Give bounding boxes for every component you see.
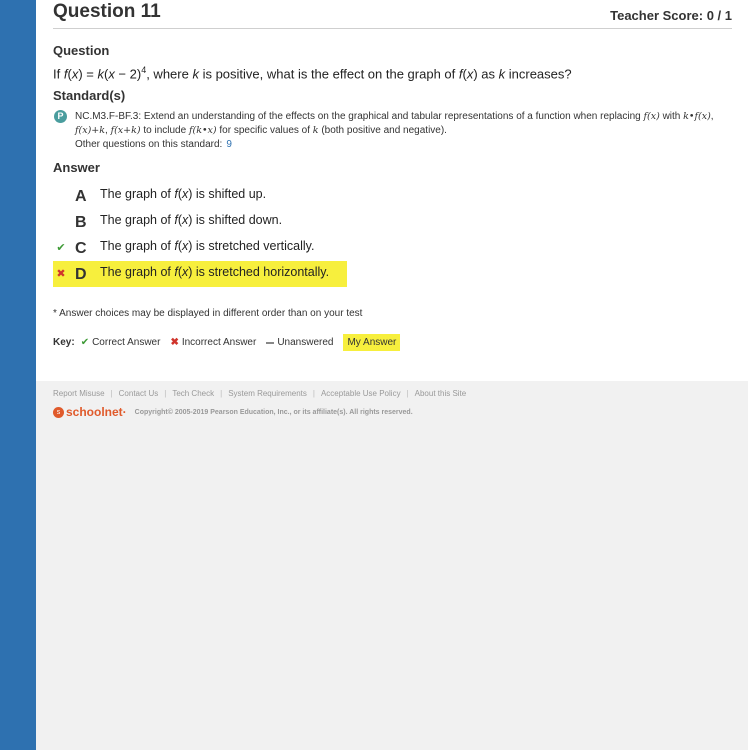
- teacher-score: Teacher Score: 0 / 1: [610, 8, 732, 23]
- answer-letter: B: [75, 214, 87, 231]
- answer-text: The graph of f(x) is stretched vertically.: [100, 239, 315, 253]
- x-mark-icon: ✖: [56, 268, 66, 280]
- answer-option-b: [53, 209, 347, 235]
- answer-option-a: [53, 183, 347, 209]
- x-mark-icon: ✖: [170, 337, 179, 348]
- schoolnet-logo-icon: s: [53, 407, 64, 418]
- key-incorrect: Incorrect Answer: [181, 337, 257, 348]
- question-text: If $f(x) = k(x - 2)^4$, where k is positive, what is the effect on the graph of f(x) as k increases?: [53, 65, 572, 82]
- answer-heading: Answer: [53, 160, 100, 175]
- answer-text: The graph of f(x) is stretched horizontally.: [100, 265, 330, 279]
- link-report-misuse[interactable]: Report Misuse: [53, 389, 105, 398]
- other-questions-label: Other questions on this standard:: [75, 139, 223, 150]
- schoolnet-logo: schoolnet·: [66, 405, 127, 419]
- link-system-requirements[interactable]: System Requirements: [228, 389, 307, 398]
- left-sidebar: [0, 0, 36, 750]
- footer-links: Report Misuse | Contact Us | Tech Check | System Requirements | Acceptable Use Policy | About this Site: [53, 389, 467, 398]
- answer-order-note: * Answer choices may be displayed in different order than on your test: [53, 308, 363, 319]
- check-icon: ✔: [56, 242, 66, 254]
- answer-option-c: [53, 235, 347, 261]
- answer-option-d: [53, 261, 347, 287]
- other-questions-link[interactable]: 9: [226, 139, 232, 150]
- key-unanswered: Unanswered: [277, 337, 334, 348]
- answer-text: The graph of f(x) is shifted down.: [100, 213, 283, 227]
- dash-icon: [266, 342, 274, 344]
- footer: [36, 381, 748, 750]
- standards-heading: Standard(s): [53, 88, 126, 103]
- title-divider: [53, 28, 732, 29]
- standard-description: NC.M3.F-BF.3: Extend an understanding of the effects on the graphical and tabular representations of a function when replacing f(x) with k•f(x), f(x)+k, f(x+k) to include f(k•x) for specific values of k (both positive and negative).: [75, 111, 714, 136]
- answer-letter: D: [75, 266, 87, 283]
- main-panel: [36, 0, 748, 381]
- key-my-answer: My Answer: [343, 334, 400, 351]
- answer-text: The graph of f(x) is shifted up.: [100, 187, 267, 201]
- copyright: Copyright© 2005-2019 Pearson Education, Inc., or its affiliate(s). All rights reserved.: [134, 408, 413, 416]
- key-correct: Correct Answer: [92, 337, 161, 348]
- link-contact-us[interactable]: Contact Us: [118, 389, 159, 398]
- check-icon: ✔: [80, 337, 90, 348]
- question-heading: Question: [53, 43, 110, 58]
- other-questions: [75, 139, 232, 150]
- standard-badge-icon: P: [54, 110, 67, 123]
- legend-key: [53, 333, 400, 352]
- answer-letter: C: [75, 240, 87, 257]
- link-about-site[interactable]: About this Site: [414, 389, 467, 398]
- key-label: Key:: [53, 337, 75, 348]
- link-tech-check[interactable]: Tech Check: [172, 389, 215, 398]
- page-title: Question 11: [53, 1, 161, 22]
- schoolnet-brand: [53, 405, 413, 419]
- answer-letter: A: [75, 188, 87, 205]
- link-acceptable-use[interactable]: Acceptable Use Policy: [320, 389, 401, 398]
